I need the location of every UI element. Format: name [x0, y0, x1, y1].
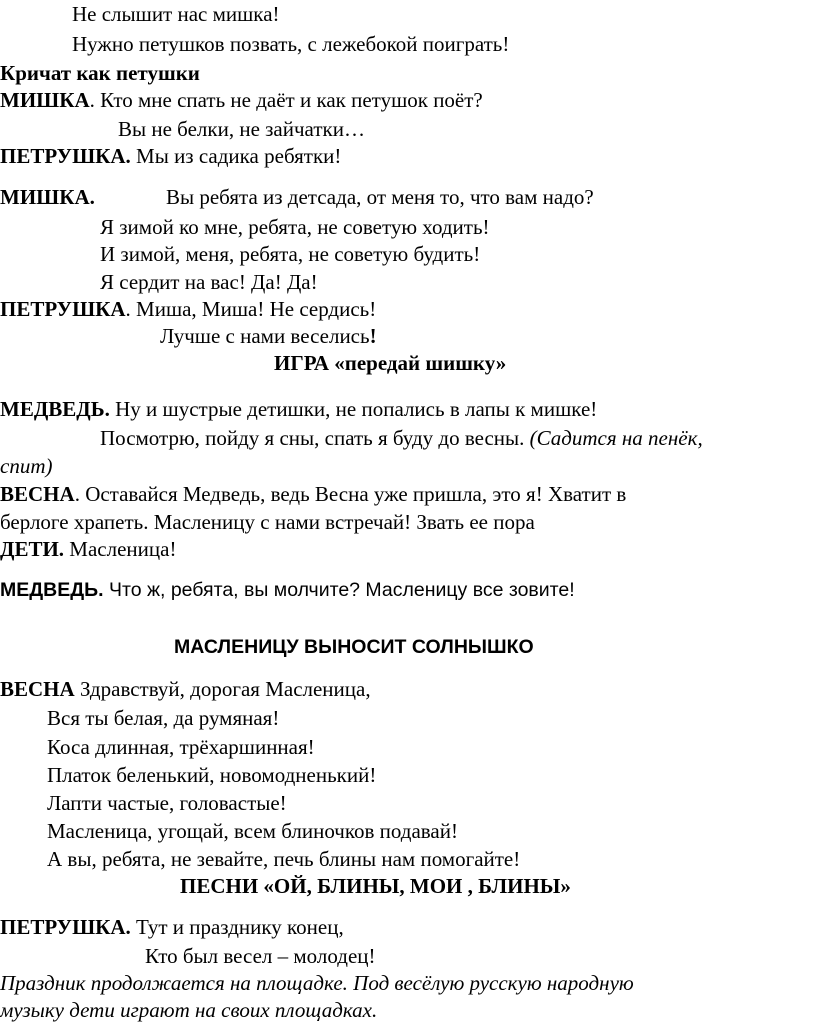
final-direction-2: музыку дети играют на своих площадках.: [0, 998, 378, 1022]
line-16: спит): [0, 454, 53, 478]
heading-songs: ПЕСНИ «ОЙ, БЛИНЫ, МОИ , БЛИНЫ»: [180, 874, 571, 898]
line-petrushka-1: ПЕТРУШКА. Мы из садика ребятки!: [0, 144, 342, 168]
speaker-deti: ДЕТИ.: [0, 537, 65, 561]
line-medved-2: МЕДВЕДЬ. Что ж, ребята, вы молчите? Масленицу все зовите!: [0, 579, 575, 601]
speaker-medved: МЕДВЕДЬ.: [0, 397, 110, 421]
speaker-petrushka: ПЕТРУШКА: [0, 297, 126, 321]
line-9: И зимой, меня, ребята, не советую будить!: [100, 242, 481, 266]
speaker-mishka: МИШКА: [0, 88, 90, 112]
speaker-vesna: ВЕСНА: [0, 482, 75, 506]
speaker-medved: МЕДВЕДЬ.: [0, 579, 104, 601]
stage-direction: Кричат как петушки: [0, 61, 200, 85]
line-31: Кто был весел – молодец!: [145, 944, 376, 968]
line-24: Коса длинная, трёхаршинная!: [47, 735, 315, 759]
heading-game: ИГРА «передай шишку»: [274, 351, 507, 375]
line-1: Не слышит нас мишка!: [72, 2, 280, 26]
speaker-petrushka: ПЕТРУШКА.: [0, 144, 131, 168]
line-mishka-1: МИШКА. Кто мне спать не даёт и как петушок поёт?: [0, 88, 483, 112]
line-mishka-2: МИШКА. Вы ребята из детсада, от меня то, что вам надо?: [0, 185, 594, 209]
line-10: Я сердит на вас! Да! Да!: [100, 270, 318, 294]
line-petrushka-2: ПЕТРУШКА. Миша, Миша! Не сердись!: [0, 297, 377, 321]
line-27: Масленица, угощай, всем блиночков подавай!: [47, 819, 458, 843]
line-23: Вся ты белая, да румяная!: [47, 706, 280, 730]
speaker-vesna: ВЕСНА: [0, 677, 75, 701]
line-vesna-1: ВЕСНА. Оставайся Медведь, ведь Весна уже пришла, это я! Хватит в: [0, 482, 627, 506]
line-25: Платок беленький, новомодненький!: [47, 763, 377, 787]
heading-maslenitsa: МАСЛЕНИЦУ ВЫНОСИТ СОЛНЫШКО: [174, 636, 534, 658]
line-12: Лучше с нами веселись!: [160, 324, 377, 348]
speaker-mishka: МИШКА.: [0, 185, 95, 209]
line-5: Вы не белки, не зайчатки…: [118, 117, 365, 141]
line-medved-1: МЕДВЕДЬ. Ну и шустрые детишки, не попались в лапы к мишке!: [0, 397, 598, 421]
line-2: Нужно петушков позвать, с лежебокой поиграть!: [72, 32, 510, 56]
line-vesna-2: ВЕСНА Здравствуй, дорогая Масленица,: [0, 677, 371, 701]
line-15: Посмотрю, пойду я сны, спать я буду до весны. (Садится на пенёк,: [100, 426, 703, 450]
final-direction-1: Праздник продолжается на площадке. Под весёлую русскую народную: [0, 971, 634, 995]
line-18: берлоге храпеть. Масленицу с нами встречай! Звать ее пора: [0, 510, 535, 534]
speaker-petrushka: ПЕТРУШКА.: [0, 915, 131, 939]
line-26: Лапти частые, головастые!: [47, 791, 287, 815]
line-petrushka-3: ПЕТРУШКА. Тут и празднику конец,: [0, 915, 344, 939]
line-deti: ДЕТИ. Масленица!: [0, 537, 177, 561]
line-28: А вы, ребята, не зевайте, печь блины нам помогайте!: [47, 847, 521, 871]
line-8: Я зимой ко мне, ребята, не советую ходить!: [100, 215, 490, 239]
